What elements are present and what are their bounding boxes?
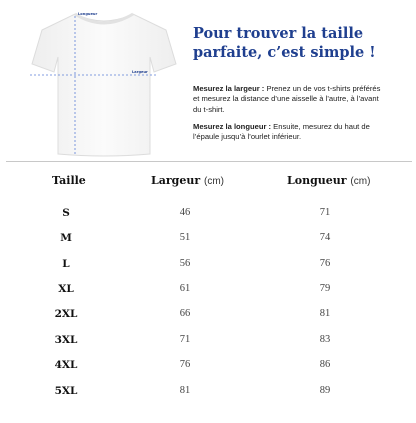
size-cell: S: [62, 207, 70, 219]
table-row: [0, 232, 416, 252]
size-cell: 2XL: [54, 308, 78, 320]
length-cell: 74: [319, 232, 331, 243]
width-cell: 66: [179, 308, 191, 319]
width-label: Largeur: [132, 70, 148, 74]
header-length-label: Longueur: [287, 174, 347, 187]
size-cell: M: [60, 232, 72, 244]
header-length-unit: (cm): [350, 176, 371, 187]
header-width: [151, 174, 224, 187]
table-row: [0, 385, 416, 405]
header-size: Taille: [52, 174, 86, 187]
width-cell: 76: [179, 359, 191, 370]
size-cell: 5XL: [54, 385, 78, 397]
table-row: [0, 207, 416, 227]
length-cell: 86: [319, 359, 331, 370]
header-width-label: Largeur: [151, 174, 201, 187]
width-cell: 46: [179, 207, 191, 218]
title-line-2: parfaite, c’est simple !: [193, 44, 376, 61]
title-line-1: Pour trouver la taille: [193, 25, 364, 42]
length-cell: 76: [319, 258, 331, 269]
length-cell: 71: [319, 207, 331, 218]
width-cell: 51: [179, 232, 191, 243]
length-instructions: [193, 122, 381, 143]
width-cell: 56: [179, 258, 191, 269]
tshirt-illustration: [30, 2, 178, 160]
header-length: [287, 174, 370, 187]
length-cell: 83: [319, 334, 331, 345]
size-cell: L: [62, 258, 70, 270]
table-row: [0, 283, 416, 303]
width-instructions: [193, 84, 381, 115]
table-row: [0, 258, 416, 278]
length-cell: 79: [319, 283, 331, 294]
length-instructions-text: Ensuite, mesurez du haut de l’épaule jusqu’à l’ourlet inférieur.: [193, 122, 370, 142]
divider: [6, 161, 412, 162]
table-row: [0, 334, 416, 354]
width-instructions-label: Mesurez la largeur :: [193, 84, 265, 93]
length-label: Longueur: [78, 12, 98, 16]
width-cell: 71: [179, 334, 191, 345]
size-cell: 4XL: [54, 359, 78, 371]
width-instructions-text: Prenez un de vos t-shirts préférés et mesurez la distance d’une aisselle à l’autre, à l’avant du t-shirt.: [193, 84, 381, 114]
size-cell: 3XL: [54, 334, 78, 346]
table-row: [0, 359, 416, 379]
length-instructions-label: Mesurez la longueur :: [193, 122, 272, 131]
size-cell: XL: [58, 283, 74, 295]
table-row: [0, 308, 416, 328]
header-width-unit: (cm): [203, 176, 224, 187]
tshirt-body: [32, 14, 176, 156]
width-cell: 61: [179, 283, 191, 294]
width-cell: 81: [179, 385, 191, 396]
page-title: [193, 24, 408, 62]
length-cell: 81: [319, 308, 331, 319]
length-cell: 89: [319, 385, 331, 396]
